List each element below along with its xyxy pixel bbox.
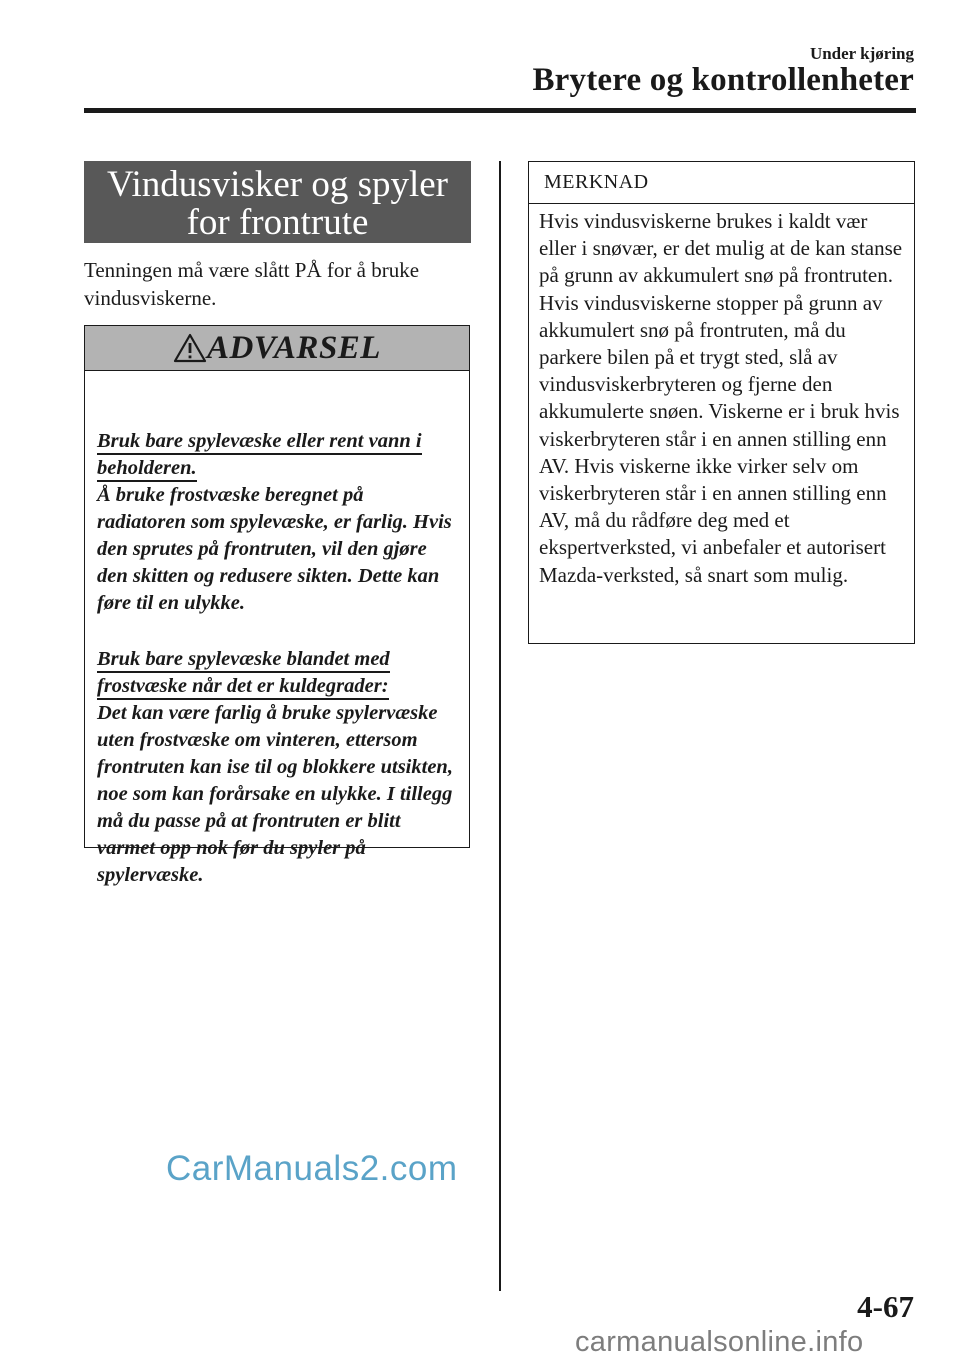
note-label: MERKNAD bbox=[529, 162, 914, 204]
section-title: Vindusvisker og spyler for frontrute bbox=[84, 161, 471, 243]
page-number: 4-67 bbox=[857, 1289, 914, 1324]
warning-label: ADVARSEL bbox=[207, 329, 381, 366]
warning-heading-1: Bruk bare spylevæske eller rent vann i beholderen. bbox=[97, 430, 422, 482]
warning-box bbox=[84, 325, 470, 886]
warning-header bbox=[85, 326, 469, 371]
section-header: Brytere og kontrollenheter bbox=[532, 62, 914, 98]
warning-body bbox=[85, 428, 469, 889]
column-divider bbox=[499, 161, 501, 1291]
warning-heading-2: Bruk bare spylevæske blandet med frostvæske når det er kuldegrader: bbox=[97, 648, 390, 700]
warning-text-1: Å bruke frostvæske beregnet på radiatoren som spylevæske, er farlig. Hvis den sprutes på frontruten, vil den gjøre den skitten og redusere sikten. Dette kan føre til en ulykke. bbox=[97, 484, 452, 614]
footer-brand: carmanualsonline.info bbox=[575, 1326, 864, 1358]
note-box bbox=[528, 161, 915, 644]
watermark: CarManuals2.com bbox=[166, 1149, 458, 1188]
intro-text: Tenningen må være slått PÅ for å bruke vindusviskerne. bbox=[84, 258, 420, 310]
warning-text-2: Det kan være farlig å bruke spylervæske uten frostvæske om vinteren, ettersom frontruten kan ise til og blokkere utsikten, noe som kan forårsake en ulykke. I tillegg må du passe på at frontruten er blitt varmet opp nok før du spyler på spylervæske. bbox=[97, 702, 453, 886]
header-rule bbox=[84, 108, 916, 113]
warning-triangle-icon bbox=[173, 333, 207, 363]
note-text: Hvis vindusviskerne brukes i kaldt vær eller i snøvær, er det mulig at de kan stanse på grunn av akkumulert snø på frontruten. Hvis vindusviskerne stopper på grunn av akkumulert snø på frontruten, må du parkere bilen på et trygt sted, slå av vindusviskerbryteren og fjerne den akkumulerte snøen. Viskerne er i bruk hvis viskerbryteren står i en annen stilling enn AV. Hvis viskerne ikke virker selv om viskerbryteren står i en annen stilling enn AV, må du rådføre deg med et ekspertverksted, vi anbefaler et autorisert Mazda-verksted, så snart som mulig. bbox=[539, 209, 903, 587]
chapter-header: Under kjøring bbox=[809, 44, 914, 63]
